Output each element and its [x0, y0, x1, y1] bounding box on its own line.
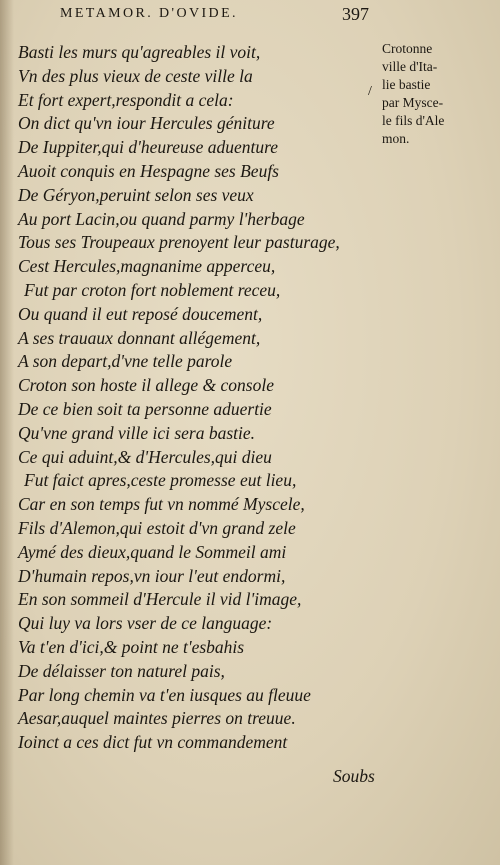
verse-line: Fut par croton fort noblement receu,: [24, 279, 281, 300]
verse-line: Fils d'Alemon,qui estoit d'vn grand zele: [18, 517, 296, 538]
verse-line: On dict qu'vn iour Hercules géniture: [18, 113, 275, 134]
verse-line: A ses trauaux donnant allégement,: [18, 327, 261, 348]
verse-block: [18, 41, 368, 755]
verse-line: De Iuppiter,qui d'heureuse aduenture: [18, 137, 279, 158]
verse-line: De ce bien soit ta personne aduertie: [18, 398, 272, 419]
verse-line: D'humain repos,vn iour l'eut endormi,: [18, 565, 286, 586]
verse-line: Croton son hoste il allege & console: [18, 375, 274, 396]
verse-line: Et fort expert,respondit a cela:: [18, 89, 234, 110]
verse-line: Aymé des dieux,quand le Sommeil ami: [18, 541, 287, 562]
verse-line: Qu'vne grand ville ici sera bastie.: [18, 422, 256, 443]
verse-line: Aesar,auquel maintes pierres on treuue.: [18, 708, 296, 729]
verse-line: De Géryon,peruint selon ses veux: [18, 184, 254, 205]
marginal-note-line: Crotonne: [382, 41, 433, 56]
verse-line: Au port Lacin,ou quand parmy l'herbage: [18, 208, 305, 229]
gutter-shadow: [0, 0, 14, 865]
verse-line: Qui luy va lors vser de ce language:: [18, 613, 273, 634]
verse-line: A son depart,d'vne telle parole: [18, 351, 233, 372]
verse-line: Car en son temps fut vn nommé Myscele,: [18, 494, 305, 515]
marginal-note-line: le fils d'Ale: [382, 113, 445, 128]
verse-line: De délaisser ton naturel pais,: [18, 660, 225, 681]
marginal-note-line: par Mysce-: [382, 95, 444, 110]
page-number: 397: [342, 4, 369, 24]
verse-line: Tous ses Troupeaux prenoyent leur pasturage,: [18, 232, 340, 253]
marginal-note: [382, 40, 492, 148]
verse-line: Va t'en d'ici,& point ne t'esbahis: [18, 636, 245, 657]
catchword: Soubs: [333, 766, 375, 786]
verse-line: Par long chemin va t'en iusques au fleuue: [18, 684, 311, 705]
verse-line: Cest Hercules,magnanime apperceu,: [18, 256, 276, 277]
sidenote-bracket: /: [368, 84, 372, 99]
running-head: METAMOR. D'OVIDE.: [60, 6, 238, 21]
verse-line: Basti les murs qu'agreables il voit,: [18, 42, 261, 62]
verse-line: Ioinct a ces dict fut vn commandement: [18, 732, 288, 753]
verse-line: Ou quand il eut reposé doucement,: [18, 303, 263, 324]
verse-line: Ce qui aduint,& d'Hercules,qui dieu: [18, 446, 272, 467]
verse-line: Auoit conquis en Hespagne ses Beufs: [18, 160, 279, 181]
verse-line: Vn des plus vieux de ceste ville la: [18, 65, 253, 86]
marginal-note-line: ville d'Ita-: [382, 59, 438, 74]
verse-line: En son sommeil d'Hercule il vid l'image,: [18, 589, 302, 610]
marginal-note-line: mon.: [382, 131, 410, 146]
verse-line: Fut faict apres,ceste promesse eut lieu,: [24, 470, 297, 491]
marginal-note-line: lie bastie: [382, 77, 431, 92]
